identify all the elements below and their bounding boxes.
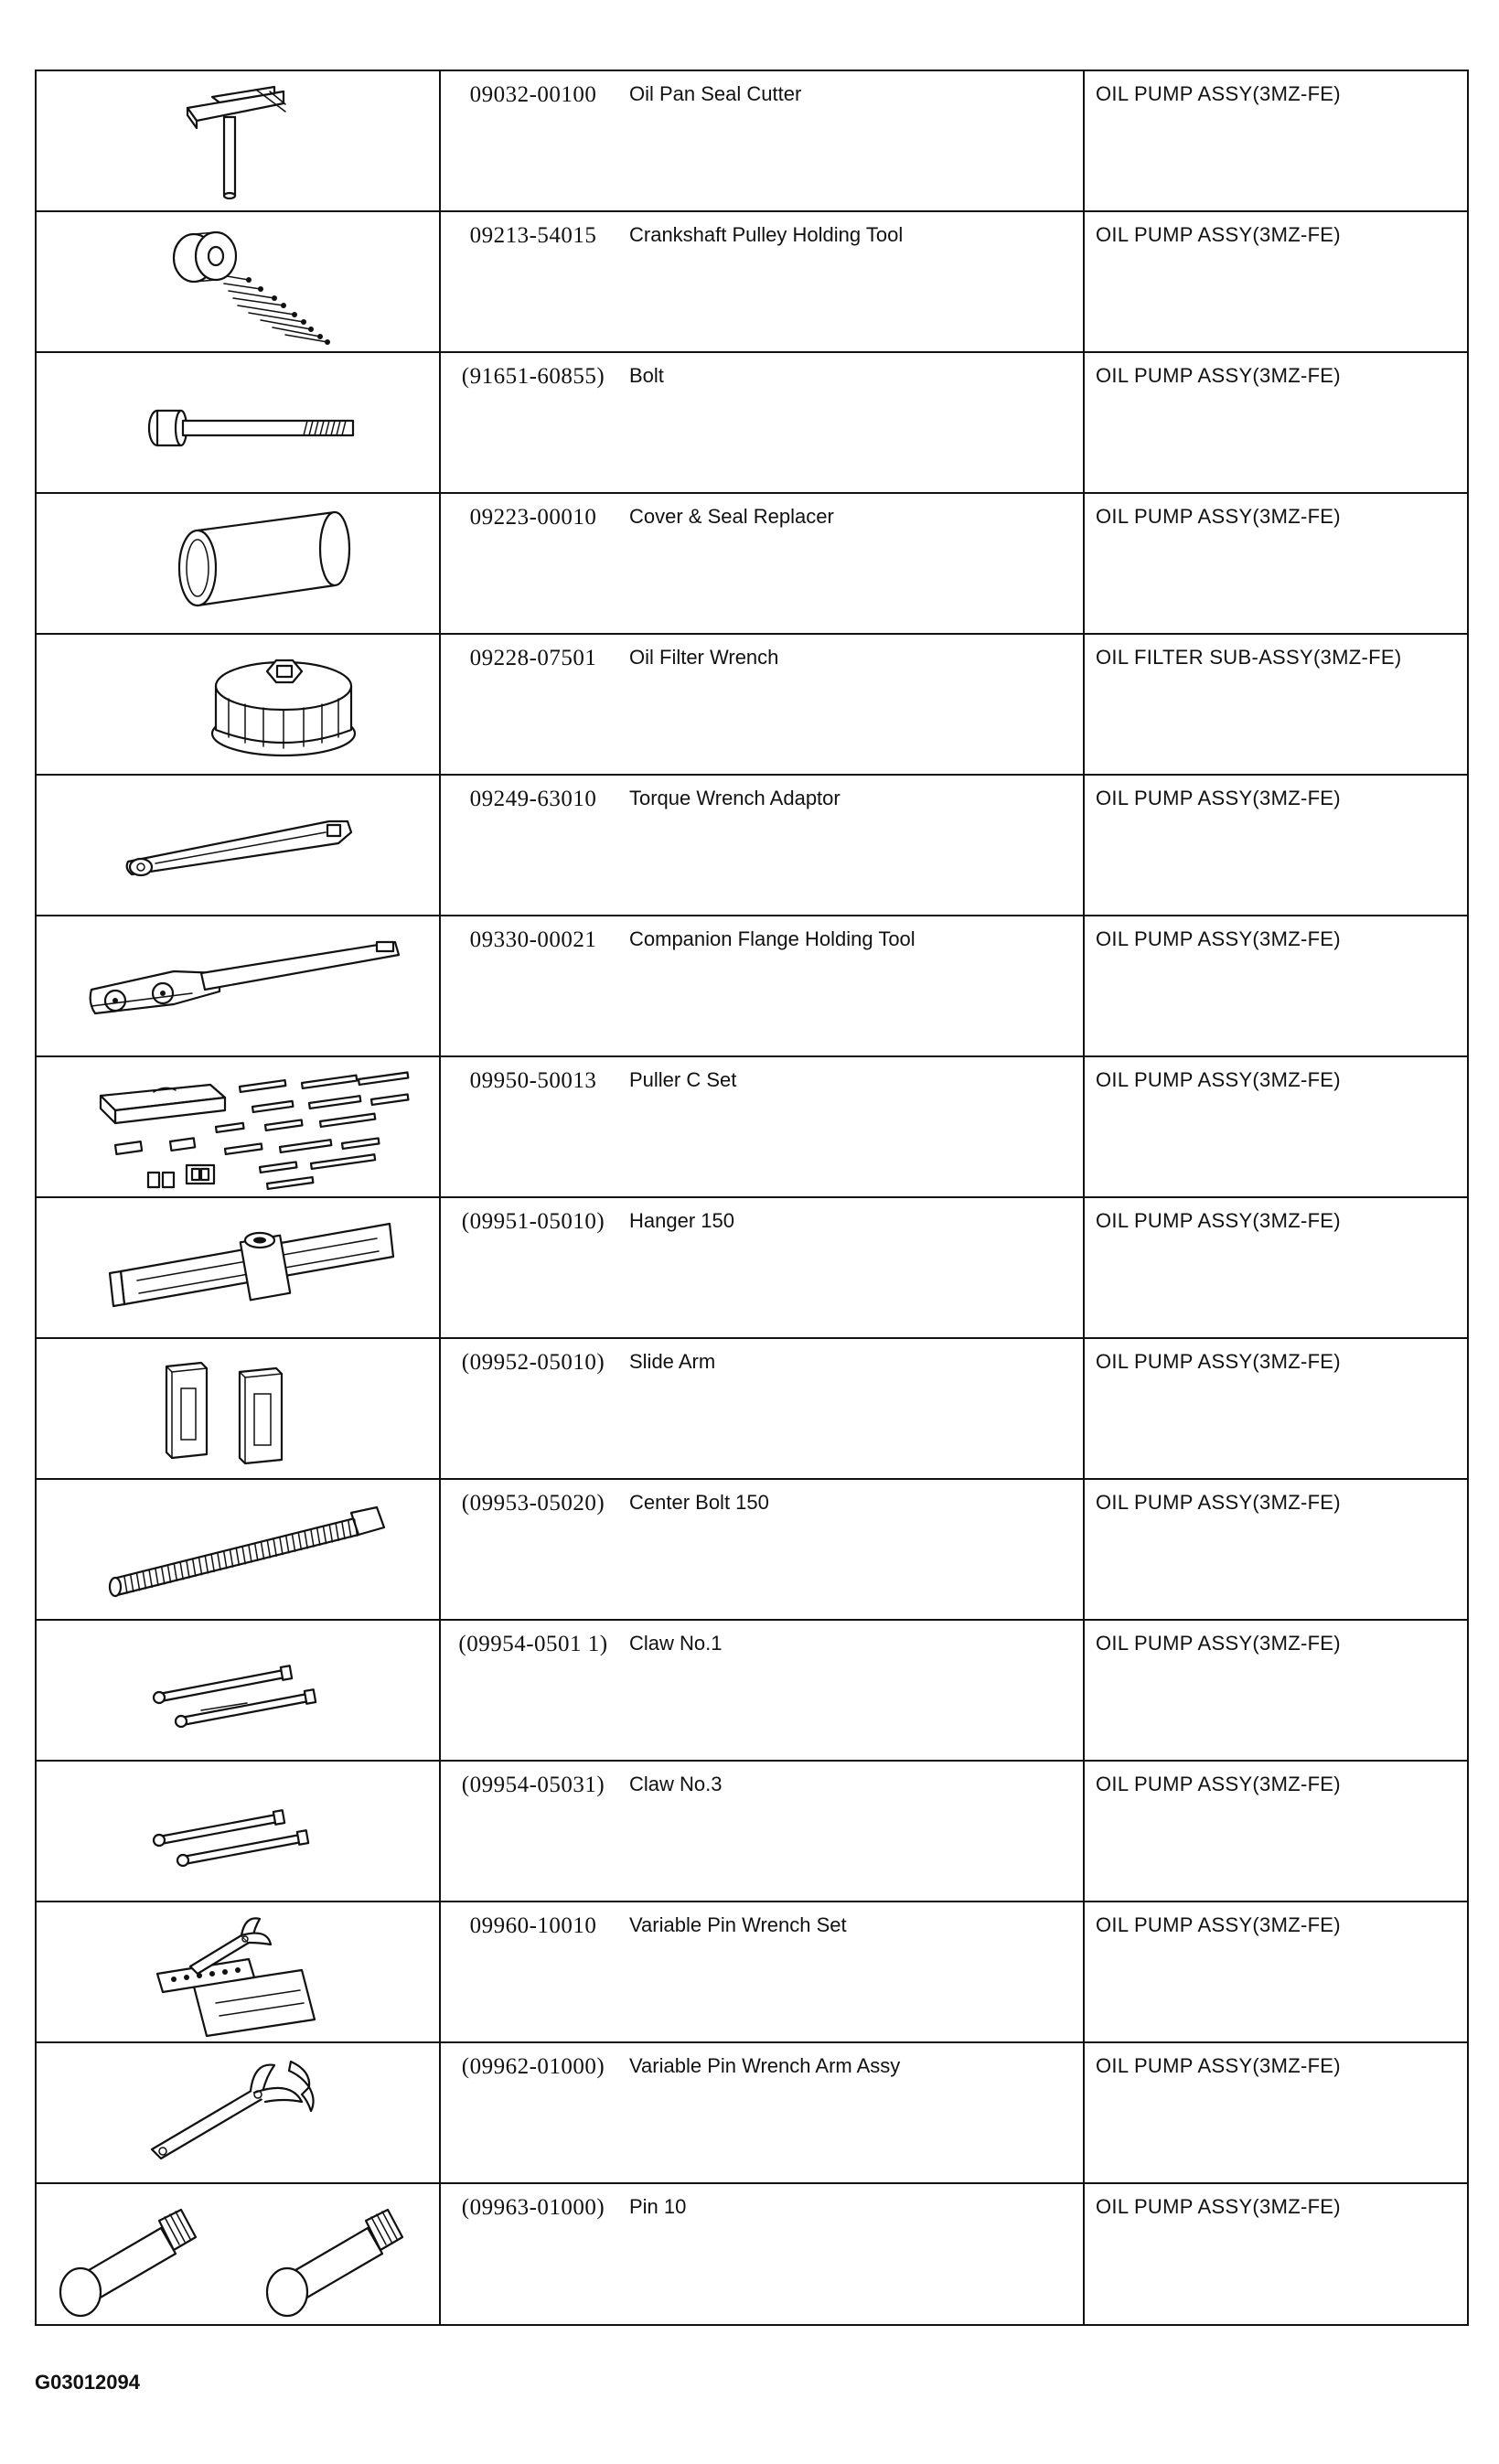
table-row xyxy=(36,1620,1468,1761)
oil-pan-seal-cutter-icon xyxy=(37,71,439,210)
part-number: (09963-01000) xyxy=(461,2195,605,2220)
tool-name: Claw No.3 xyxy=(629,1773,723,1795)
usage-cell xyxy=(1084,2183,1468,2325)
tool-info-cell xyxy=(440,634,1084,775)
tool-name: Companion Flange Holding Tool xyxy=(629,927,915,950)
usage-cell xyxy=(1084,1479,1468,1620)
part-number: 09960-10010 xyxy=(469,1913,597,1938)
part-number: 09228-07501 xyxy=(469,646,597,670)
tool-name: Slide Arm xyxy=(629,1350,716,1373)
usage-cell xyxy=(1084,1620,1468,1761)
part-number: 09950-50013 xyxy=(469,1068,597,1093)
tool-name: Variable Pin Wrench Arm Assy xyxy=(629,2054,901,2077)
usage-cell xyxy=(1084,775,1468,916)
center-bolt-150-icon xyxy=(37,1480,439,1619)
crankshaft-pulley-holding-tool-icon xyxy=(37,212,439,351)
variable-pin-wrench-arm-icon xyxy=(37,2043,439,2182)
tool-info-cell xyxy=(440,352,1084,493)
tool-name: Hanger 150 xyxy=(629,1209,734,1232)
usage-text: OIL PUMP ASSY(3MZ-FE) xyxy=(1096,1068,1341,1091)
illustration-cell xyxy=(36,1620,440,1761)
tool-name: Center Bolt 150 xyxy=(629,1491,769,1514)
usage-text: OIL PUMP ASSY(3MZ-FE) xyxy=(1096,927,1341,950)
tool-name: Oil Pan Seal Cutter xyxy=(629,82,802,105)
table-row xyxy=(36,1479,1468,1620)
claw-no1-icon xyxy=(37,1621,439,1760)
usage-cell xyxy=(1084,1056,1468,1197)
tool-name: Cover & Seal Replacer xyxy=(629,505,834,528)
puller-c-set-icon xyxy=(37,1057,439,1196)
usage-text: OIL PUMP ASSY(3MZ-FE) xyxy=(1096,1913,1341,1936)
tool-info-cell xyxy=(440,493,1084,634)
tool-name: Claw No.1 xyxy=(629,1632,723,1655)
table-row xyxy=(36,352,1468,493)
usage-text: OIL PUMP ASSY(3MZ-FE) xyxy=(1096,2054,1341,2077)
figure-code: G03012094 xyxy=(35,2371,140,2394)
part-number: 09249-63010 xyxy=(469,787,597,811)
usage-cell xyxy=(1084,1902,1468,2042)
tool-info-cell xyxy=(440,1620,1084,1761)
usage-text: OIL PUMP ASSY(3MZ-FE) xyxy=(1096,1632,1341,1655)
usage-cell xyxy=(1084,70,1468,211)
usage-text: OIL PUMP ASSY(3MZ-FE) xyxy=(1096,1350,1341,1373)
part-number: 09032-00100 xyxy=(469,82,597,107)
tool-info-cell xyxy=(440,1197,1084,1338)
tool-info-cell xyxy=(440,775,1084,916)
usage-cell xyxy=(1084,1197,1468,1338)
illustration-cell xyxy=(36,211,440,352)
torque-wrench-adaptor-icon xyxy=(37,776,439,915)
oil-filter-wrench-icon xyxy=(37,635,439,774)
table-row xyxy=(36,634,1468,775)
illustration-cell xyxy=(36,1056,440,1197)
slide-arm-icon xyxy=(37,1339,439,1478)
illustration-cell xyxy=(36,2183,440,2325)
usage-text: OIL PUMP ASSY(3MZ-FE) xyxy=(1096,787,1341,809)
usage-text: OIL PUMP ASSY(3MZ-FE) xyxy=(1096,223,1341,246)
tool-name: Oil Filter Wrench xyxy=(629,646,779,669)
usage-text: OIL FILTER SUB-ASSY(3MZ-FE) xyxy=(1096,646,1402,669)
special-service-tools-table xyxy=(35,70,1469,2326)
usage-cell xyxy=(1084,916,1468,1056)
table-row xyxy=(36,1338,1468,1479)
tool-name: Crankshaft Pulley Holding Tool xyxy=(629,223,904,246)
tool-info-cell xyxy=(440,211,1084,352)
table-row xyxy=(36,211,1468,352)
part-number: 09213-54015 xyxy=(469,223,597,248)
illustration-cell xyxy=(36,775,440,916)
illustration-cell xyxy=(36,493,440,634)
illustration-cell xyxy=(36,352,440,493)
tool-info-cell xyxy=(440,1902,1084,2042)
part-number: (09954-0501 1) xyxy=(458,1632,608,1656)
tool-info-cell xyxy=(440,70,1084,211)
usage-cell xyxy=(1084,493,1468,634)
illustration-cell xyxy=(36,1197,440,1338)
bolt-icon xyxy=(37,353,439,492)
table-row xyxy=(36,1902,1468,2042)
table-row xyxy=(36,2042,1468,2183)
table-row xyxy=(36,1197,1468,1338)
variable-pin-wrench-set-icon xyxy=(37,1902,439,2041)
tool-info-cell xyxy=(440,2183,1084,2325)
tool-name: Bolt xyxy=(629,364,664,387)
tool-info-cell xyxy=(440,1056,1084,1197)
usage-cell xyxy=(1084,211,1468,352)
tool-name: Variable Pin Wrench Set xyxy=(629,1913,847,1936)
part-number: (09954-05031) xyxy=(461,1773,605,1797)
part-number: 09330-00021 xyxy=(469,927,597,952)
table-row xyxy=(36,1761,1468,1902)
usage-cell xyxy=(1084,1761,1468,1902)
illustration-cell xyxy=(36,634,440,775)
usage-text: OIL PUMP ASSY(3MZ-FE) xyxy=(1096,82,1341,105)
illustration-cell xyxy=(36,916,440,1056)
usage-cell xyxy=(1084,634,1468,775)
part-number: (09953-05020) xyxy=(461,1491,605,1516)
tool-info-cell xyxy=(440,916,1084,1056)
illustration-cell xyxy=(36,1338,440,1479)
table-row xyxy=(36,493,1468,634)
part-number: (09951-05010) xyxy=(461,1209,605,1234)
claw-no3-icon xyxy=(37,1762,439,1901)
tool-info-cell xyxy=(440,2042,1084,2183)
illustration-cell xyxy=(36,1479,440,1620)
companion-flange-holding-tool-icon xyxy=(37,916,439,1055)
tool-name: Pin 10 xyxy=(629,2195,687,2218)
tool-info-cell xyxy=(440,1338,1084,1479)
usage-text: OIL PUMP ASSY(3MZ-FE) xyxy=(1096,1491,1341,1514)
tool-name: Puller C Set xyxy=(629,1068,737,1091)
part-number: (09952-05010) xyxy=(461,1350,605,1375)
usage-cell xyxy=(1084,2042,1468,2183)
usage-text: OIL PUMP ASSY(3MZ-FE) xyxy=(1096,2195,1341,2218)
hanger-150-icon xyxy=(37,1198,439,1337)
illustration-cell xyxy=(36,1902,440,2042)
tool-info-cell xyxy=(440,1479,1084,1620)
table-row xyxy=(36,1056,1468,1197)
tool-name: Torque Wrench Adaptor xyxy=(629,787,841,809)
cover-seal-replacer-icon xyxy=(37,494,439,633)
table-row xyxy=(36,2183,1468,2325)
table-row xyxy=(36,916,1468,1056)
part-number: (91651-60855) xyxy=(461,364,605,389)
table-row xyxy=(36,775,1468,916)
usage-cell xyxy=(1084,1338,1468,1479)
table-row xyxy=(36,70,1468,211)
usage-text: OIL PUMP ASSY(3MZ-FE) xyxy=(1096,1209,1341,1232)
part-number: 09223-00010 xyxy=(469,505,597,530)
usage-cell xyxy=(1084,352,1468,493)
pin-10-icon xyxy=(37,2184,439,2323)
usage-text: OIL PUMP ASSY(3MZ-FE) xyxy=(1096,505,1341,528)
usage-text: OIL PUMP ASSY(3MZ-FE) xyxy=(1096,1773,1341,1795)
illustration-cell xyxy=(36,2042,440,2183)
part-number: (09962-01000) xyxy=(461,2054,605,2079)
illustration-cell xyxy=(36,70,440,211)
usage-text: OIL PUMP ASSY(3MZ-FE) xyxy=(1096,364,1341,387)
illustration-cell xyxy=(36,1761,440,1902)
tool-info-cell xyxy=(440,1761,1084,1902)
